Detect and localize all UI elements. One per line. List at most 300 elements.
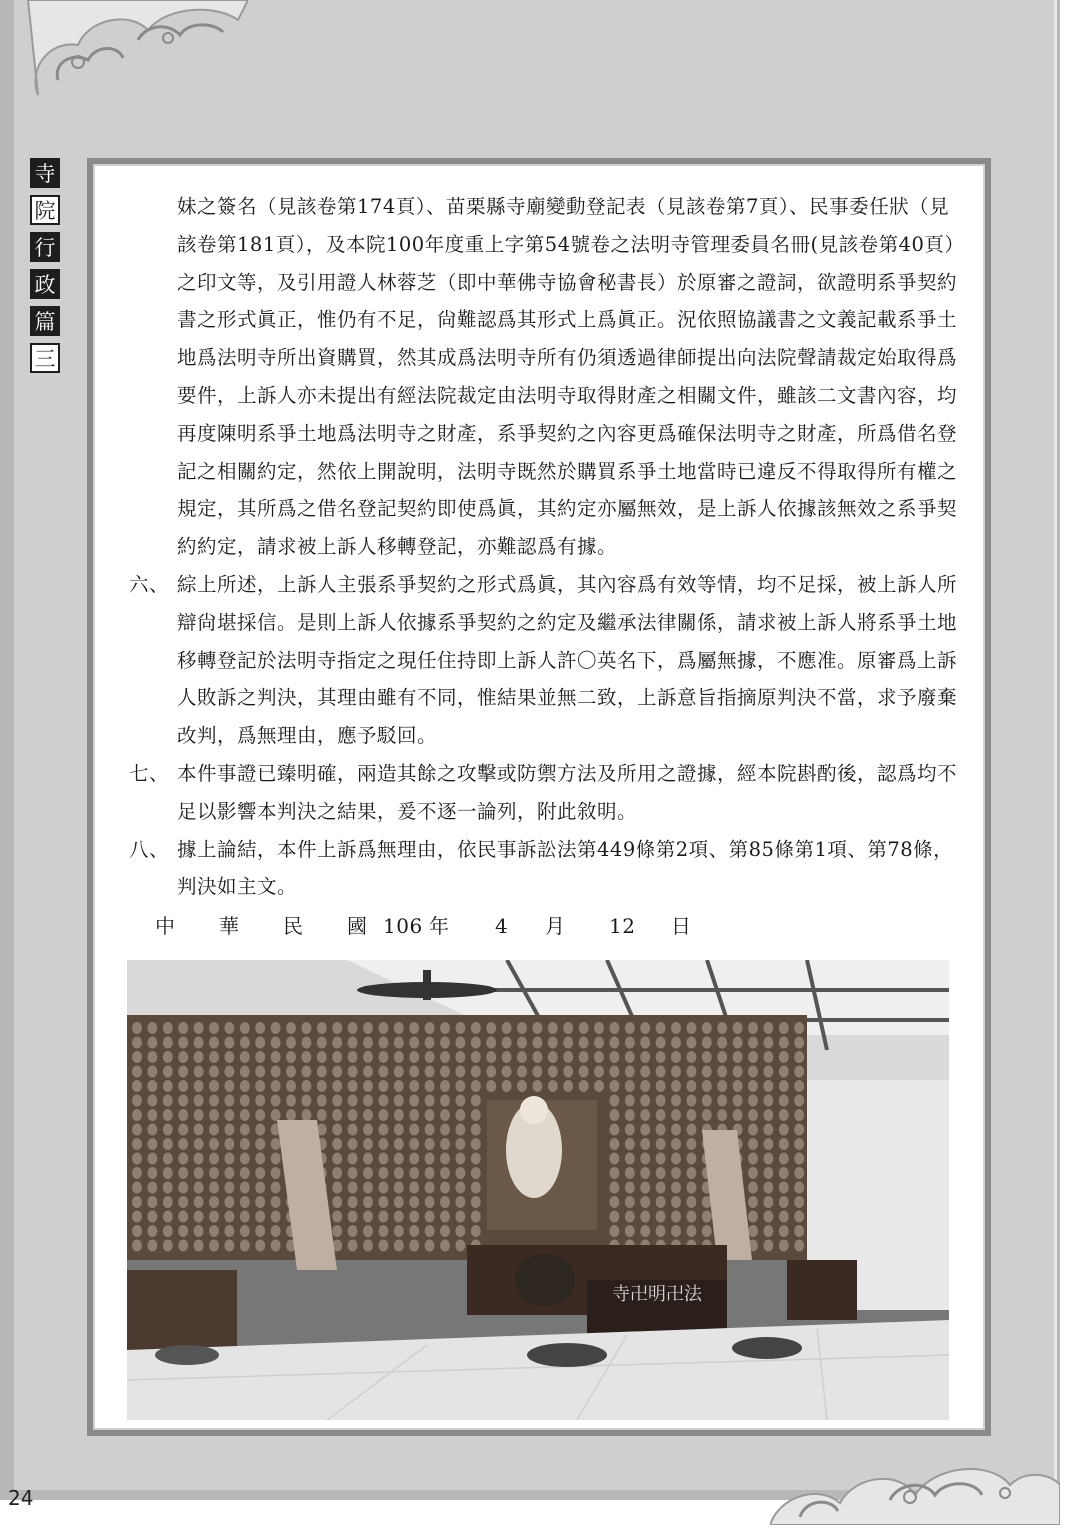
shrine-niche (702, 1051, 712, 1063)
shrine-niche (378, 1182, 388, 1194)
shrine-niche (271, 1196, 281, 1208)
shrine-niche (763, 1167, 773, 1179)
shrine-niche (301, 1022, 311, 1034)
date-month-unit: 月 (545, 914, 566, 939)
shrine-niche (163, 1153, 173, 1165)
shrine-niche (348, 1066, 358, 1078)
shrine-niche (794, 1080, 804, 1092)
shrine-niche (394, 1153, 404, 1165)
shrine-niche (255, 1124, 265, 1136)
shrine-niche (240, 1225, 250, 1237)
shrine-niche (609, 1182, 619, 1194)
shrine-niche (332, 1022, 342, 1034)
shrine-niche (378, 1167, 388, 1179)
shrine-niche (686, 1022, 696, 1034)
shrine-niche (748, 1037, 758, 1049)
temple-hall-photo (127, 960, 949, 1420)
shrine-niche (779, 1080, 789, 1092)
shrine-niche (394, 1167, 404, 1179)
shrine-niche (332, 1196, 342, 1208)
shrine-niche (794, 1109, 804, 1121)
shrine-niche (671, 1037, 681, 1049)
shrine-niche (255, 1167, 265, 1179)
shrine-niche (625, 1225, 635, 1237)
shrine-niche (563, 1051, 573, 1063)
shrine-niche (671, 1022, 681, 1034)
shrine-niche (455, 1095, 465, 1107)
shrine-niche (763, 1211, 773, 1223)
shrine-niche (686, 1109, 696, 1121)
shrine-niche (440, 1153, 450, 1165)
shrine-niche (363, 1211, 373, 1223)
shrine-niche (224, 1124, 234, 1136)
shrine-niche (748, 1080, 758, 1092)
shrine-niche (394, 1037, 404, 1049)
shrine-niche (194, 1196, 204, 1208)
shrine-niche (178, 1124, 188, 1136)
shrine-niche (363, 1109, 373, 1121)
shrine-niche (147, 1124, 157, 1136)
shrine-niche (209, 1066, 219, 1078)
shrine-niche (579, 1022, 589, 1034)
shrine-niche (224, 1240, 234, 1252)
shrine-niche (147, 1109, 157, 1121)
shrine-niche (147, 1182, 157, 1194)
shrine-niche (255, 1037, 265, 1049)
shrine-niche (209, 1225, 219, 1237)
shrine-niche (178, 1196, 188, 1208)
shrine-niche (640, 1109, 650, 1121)
shrine-niche (640, 1022, 650, 1034)
shrine-niche (255, 1211, 265, 1223)
shrine-niche (332, 1066, 342, 1078)
shrine-niche (794, 1138, 804, 1150)
shrine-niche (317, 1066, 327, 1078)
shrine-niche (132, 1037, 142, 1049)
intro-paragraph: 妹之簽名（見該卷第174頁）、苗栗縣寺廟變動登記表（見該卷第7頁）、民事委任狀（見該卷第181頁），及本院100年度重上字第54號卷之法明寺管理委員名冊(見該卷第40頁）之印文等，及引用證人林蓉芝（即中華佛寺協會秘書長）於原審之證詞，欲證明系爭契約書之形式眞正，惟仍有不足，尙難認爲其形式上爲眞正。況依照協議書之文義記載系爭土地爲法明寺所出資購買，然其成爲法明寺所有仍須透過律師提出向法院聲請裁定始取得爲要件，上訴人亦未提出有經法院裁定由法明寺取得財產之相關文件，雖該二文書內容，均再度陳明系爭土地爲法明寺之財產，系爭契約之內容更爲確保法明寺之財產，所爲借名登記之相關約定，然依上開說明，法明寺既然於購買系爭土地當時已違反不得取得所有權之規定，其所爲之借名登記契約即使爲眞，其約定亦屬無效，是上訴人依據該無效之系爭契約約定，請求被上訴人移轉登記，亦難認爲有據。 (177, 195, 958, 559)
shrine-niche (502, 1080, 512, 1092)
shrine-niche (271, 1095, 281, 1107)
shrine-niche (209, 1153, 219, 1165)
shrine-niche (425, 1051, 435, 1063)
shrine-niche (686, 1138, 696, 1150)
shrine-niche (625, 1211, 635, 1223)
shrine-niche (609, 1066, 619, 1078)
shrine-niche (209, 1196, 219, 1208)
shrine-niche (779, 1022, 789, 1034)
shrine-niche (317, 1037, 327, 1049)
shrine-niche (609, 1211, 619, 1223)
shrine-niche (209, 1109, 219, 1121)
shrine-niche (748, 1196, 758, 1208)
shrine-niche (455, 1051, 465, 1063)
shrine-niche (625, 1138, 635, 1150)
shrine-niche (317, 1109, 327, 1121)
item-number: 六、 (129, 572, 170, 596)
shrine-niche (240, 1124, 250, 1136)
item-number: 八、 (129, 837, 170, 861)
shrine-niche (132, 1124, 142, 1136)
shrine-niche (301, 1037, 311, 1049)
shrine-niche (763, 1109, 773, 1121)
shrine-niche (194, 1109, 204, 1121)
shrine-niche (686, 1051, 696, 1063)
shrine-niche (271, 1182, 281, 1194)
shrine-niche (409, 1153, 419, 1165)
shrine-niche (378, 1095, 388, 1107)
shrine-niche (209, 1167, 219, 1179)
shrine-niche (794, 1153, 804, 1165)
shrine-niche (224, 1167, 234, 1179)
shrine-niche (763, 1196, 773, 1208)
shrine-niche (224, 1066, 234, 1078)
shrine-niche (363, 1037, 373, 1049)
shrine-niche (348, 1138, 358, 1150)
shrine-niche (440, 1022, 450, 1034)
shrine-niche (147, 1022, 157, 1034)
shrine-niche (394, 1109, 404, 1121)
shrine-niche (794, 1066, 804, 1078)
shrine-niche (594, 1066, 604, 1078)
shrine-niche (609, 1153, 619, 1165)
shrine-niche (671, 1109, 681, 1121)
shrine-niche (224, 1109, 234, 1121)
shrine-niche (394, 1095, 404, 1107)
shrine-niche (763, 1182, 773, 1194)
shrine-niche (132, 1022, 142, 1034)
shrine-niche (255, 1182, 265, 1194)
shrine-niche (301, 1080, 311, 1092)
shrine-niche (763, 1225, 773, 1237)
shrine-niche (332, 1080, 342, 1092)
shrine-niche (163, 1167, 173, 1179)
shrine-niche (240, 1066, 250, 1078)
shrine-niche (671, 1211, 681, 1223)
shrine-niche (409, 1124, 419, 1136)
shrine-niche (486, 1051, 496, 1063)
shrine-niche (425, 1095, 435, 1107)
shrine-niche (409, 1240, 419, 1252)
shrine-niche (471, 1124, 481, 1136)
shrine-niche (779, 1225, 789, 1237)
section-tab-char: 院 (30, 195, 60, 225)
shrine-niche (425, 1066, 435, 1078)
shrine-niche (317, 1051, 327, 1063)
shrine-niche (271, 1240, 281, 1252)
shrine-niche (702, 1225, 712, 1237)
shrine-niche (733, 1066, 743, 1078)
shrine-niche (425, 1211, 435, 1223)
section-tab-char: 政 (30, 269, 60, 299)
shrine-niche (609, 1109, 619, 1121)
shrine-niche (656, 1066, 666, 1078)
shrine-niche (609, 1167, 619, 1179)
shrine-niche (455, 1196, 465, 1208)
shrine-niche (733, 1051, 743, 1063)
shrine-niche (640, 1153, 650, 1165)
shrine-niche (671, 1124, 681, 1136)
shrine-niche (425, 1109, 435, 1121)
shrine-niche (517, 1066, 527, 1078)
shrine-niche (609, 1051, 619, 1063)
shrine-niche (779, 1066, 789, 1078)
shrine-niche (471, 1138, 481, 1150)
shrine-niche (147, 1196, 157, 1208)
shrine-niche (455, 1225, 465, 1237)
shrine-niche (640, 1182, 650, 1194)
shrine-niche (779, 1167, 789, 1179)
shrine-niche (794, 1037, 804, 1049)
shrine-niche (455, 1167, 465, 1179)
shrine-niche (594, 1022, 604, 1034)
shrine-niche (702, 1095, 712, 1107)
shrine-niche (178, 1153, 188, 1165)
shrine-niche (779, 1196, 789, 1208)
shrine-niche (455, 1240, 465, 1252)
shrine-niche (286, 1066, 296, 1078)
shrine-niche (471, 1022, 481, 1034)
shrine-niche (702, 1211, 712, 1223)
shrine-niche (717, 1037, 727, 1049)
shrine-niche (209, 1182, 219, 1194)
shrine-niche (363, 1124, 373, 1136)
shrine-niche (656, 1109, 666, 1121)
cloud-ornament-bottom-right (770, 1425, 1060, 1525)
shrine-niche (594, 1037, 604, 1049)
shrine-niche (686, 1153, 696, 1165)
shrine-niche (440, 1066, 450, 1078)
shrine-niche (440, 1225, 450, 1237)
shrine-niche (348, 1037, 358, 1049)
shrine-niche (779, 1138, 789, 1150)
shrine-niche (178, 1211, 188, 1223)
shrine-niche (548, 1037, 558, 1049)
shrine-niche (733, 1109, 743, 1121)
shrine-niche (717, 1095, 727, 1107)
shrine-niche (563, 1080, 573, 1092)
shrine-niche (409, 1138, 419, 1150)
shrine-niche (671, 1080, 681, 1092)
shrine-niche (209, 1211, 219, 1223)
shrine-niche (332, 1124, 342, 1136)
shrine-niche (717, 1109, 727, 1121)
shrine-niche (378, 1138, 388, 1150)
shrine-niche (748, 1153, 758, 1165)
shrine-niche (147, 1037, 157, 1049)
shrine-niche (671, 1153, 681, 1165)
shrine-niche (409, 1080, 419, 1092)
shrine-niche (563, 1066, 573, 1078)
shrine-niche (132, 1182, 142, 1194)
shrine-niche (471, 1182, 481, 1194)
shrine-niche (194, 1095, 204, 1107)
shrine-niche (209, 1037, 219, 1049)
shrine-niche (686, 1167, 696, 1179)
shrine-niche (471, 1095, 481, 1107)
shrine-niche (255, 1109, 265, 1121)
shrine-niche (625, 1167, 635, 1179)
shrine-niche (763, 1153, 773, 1165)
shrine-niche (763, 1095, 773, 1107)
shrine-niche (425, 1225, 435, 1237)
shrine-niche (301, 1066, 311, 1078)
shrine-niche (671, 1182, 681, 1194)
shrine-niche (394, 1080, 404, 1092)
shrine-niche (348, 1080, 358, 1092)
shrine-niche (409, 1066, 419, 1078)
shrine-niche (425, 1196, 435, 1208)
shrine-niche (656, 1225, 666, 1237)
shrine-niche (147, 1080, 157, 1092)
shrine-niche (794, 1211, 804, 1223)
shrine-niche (163, 1022, 173, 1034)
section-tab (30, 158, 64, 380)
shrine-niche (409, 1225, 419, 1237)
shrine-niche (132, 1167, 142, 1179)
shrine-niche (271, 1066, 281, 1078)
shrine-niche (455, 1080, 465, 1092)
shrine-niche (363, 1167, 373, 1179)
shrine-niche (224, 1051, 234, 1063)
date-year-unit: 年 (429, 914, 450, 939)
shrine-niche (147, 1211, 157, 1223)
shrine-niche (609, 1196, 619, 1208)
shrine-niche (532, 1051, 542, 1063)
shrine-niche (147, 1153, 157, 1165)
shrine-niche (763, 1240, 773, 1252)
shrine-niche (455, 1182, 465, 1194)
shrine-niche (609, 1022, 619, 1034)
shrine-niche (517, 1051, 527, 1063)
shrine-niche (656, 1124, 666, 1136)
shrine-niche (348, 1211, 358, 1223)
shrine-niche (317, 1080, 327, 1092)
shrine-niche (163, 1066, 173, 1078)
shrine-niche (409, 1022, 419, 1034)
shrine-niche (394, 1211, 404, 1223)
shrine-niche (378, 1037, 388, 1049)
shrine-niche (640, 1196, 650, 1208)
shrine-niche (440, 1095, 450, 1107)
shrine-niche (178, 1109, 188, 1121)
shrine-niche (425, 1153, 435, 1165)
shrine-niche (286, 1051, 296, 1063)
shrine-niche (748, 1022, 758, 1034)
shrine-niche (132, 1225, 142, 1237)
shrine-niche (301, 1109, 311, 1121)
shrine-niche (240, 1080, 250, 1092)
shrine-niche (563, 1037, 573, 1049)
shrine-niche (779, 1037, 789, 1049)
shrine-niche (286, 1080, 296, 1092)
shrine-niche (224, 1225, 234, 1237)
shrine-niche (640, 1124, 650, 1136)
shrine-niche (486, 1037, 496, 1049)
shrine-niche (686, 1095, 696, 1107)
shrine-niche (332, 1095, 342, 1107)
judgment-text (129, 188, 959, 946)
shrine-niche (779, 1211, 789, 1223)
shrine-niche (455, 1022, 465, 1034)
shrine-niche (640, 1037, 650, 1049)
shrine-niche (640, 1138, 650, 1150)
shrine-niche (363, 1240, 373, 1252)
page-number: 24 (8, 1486, 34, 1510)
shrine-niche (240, 1182, 250, 1194)
shrine-niche (425, 1080, 435, 1092)
shrine-niche (425, 1138, 435, 1150)
shrine-niche (178, 1240, 188, 1252)
shrine-niche (779, 1095, 789, 1107)
shrine-niche (286, 1095, 296, 1107)
shrine-niche (378, 1196, 388, 1208)
shrine-niche (471, 1109, 481, 1121)
shrine-niche (255, 1051, 265, 1063)
shrine-niche (271, 1225, 281, 1237)
shrine-niche (378, 1124, 388, 1136)
shrine-niche (671, 1095, 681, 1107)
shrine-niche (625, 1022, 635, 1034)
shrine-niche (471, 1037, 481, 1049)
shrine-niche (440, 1182, 450, 1194)
shrine-niche (425, 1167, 435, 1179)
shrine-niche (348, 1240, 358, 1252)
shrine-niche (163, 1095, 173, 1107)
shrine-niche (609, 1095, 619, 1107)
shrine-niche (640, 1051, 650, 1063)
shrine-niche (163, 1182, 173, 1194)
shrine-niche (348, 1022, 358, 1034)
shrine-niche (532, 1022, 542, 1034)
shrine-niche (378, 1051, 388, 1063)
shrine-niche (132, 1153, 142, 1165)
shrine-niche (733, 1080, 743, 1092)
shrine-niche (702, 1022, 712, 1034)
shrine-niche (409, 1196, 419, 1208)
shrine-niche (409, 1211, 419, 1223)
shrine-niche (178, 1051, 188, 1063)
shrine-niche (625, 1124, 635, 1136)
shrine-niche (625, 1080, 635, 1092)
shrine-niche (194, 1225, 204, 1237)
shrine-niche (132, 1095, 142, 1107)
shrine-niche (378, 1022, 388, 1034)
shrine-niche (686, 1196, 696, 1208)
shrine-niche (240, 1051, 250, 1063)
list-item (129, 566, 959, 755)
shrine-niche (471, 1153, 481, 1165)
shrine-niche (240, 1211, 250, 1223)
shrine-niche (440, 1037, 450, 1049)
shrine-niche (194, 1211, 204, 1223)
shrine-niche (224, 1037, 234, 1049)
shrine-niche (548, 1022, 558, 1034)
shrine-niche (686, 1066, 696, 1078)
shrine-niche (348, 1196, 358, 1208)
shrine-niche (348, 1167, 358, 1179)
shrine-niche (779, 1240, 789, 1252)
shrine-niche (532, 1037, 542, 1049)
shrine-niche (271, 1037, 281, 1049)
shrine-niche (132, 1138, 142, 1150)
shrine-niche (147, 1240, 157, 1252)
shrine-niche (163, 1225, 173, 1237)
shrine-niche (486, 1080, 496, 1092)
date-char: 中 (155, 914, 176, 939)
shrine-niche (748, 1167, 758, 1179)
shrine-niche (471, 1211, 481, 1223)
shrine-niche (625, 1037, 635, 1049)
